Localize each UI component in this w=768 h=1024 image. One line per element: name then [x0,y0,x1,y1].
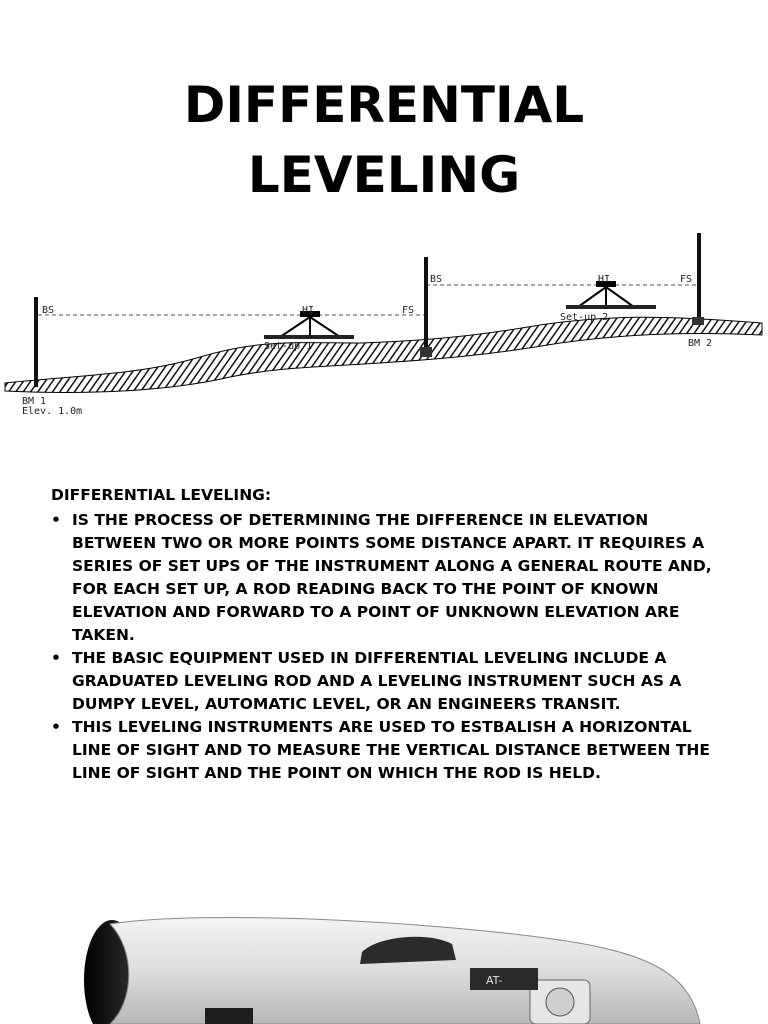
title-line-1: DIFFERENTIAL [183,76,585,134]
label-hi-2: HI [598,274,611,285]
content-section [51,484,731,785]
list-item-text: THE BASIC EQUIPMENT USED IN DIFFERENTIAL LEVELING INCLUDE A GRADUATED LEVELING ROD AND A LEVELING INSTRUMENT SUCH AS A DUMPY LEVEL, AUTOMATIC LEVEL, OR AN ENGINEERS TRANSIT. [72,649,682,713]
label-plate [470,968,538,990]
content-heading: DIFFERENTIAL LEVELING: [51,486,272,504]
photo-label: AT- [486,974,503,987]
label-bm-1: BM 1 [22,396,47,407]
label-setup-2: Set-up 2 [560,312,609,323]
label-bs-1: BS [42,305,55,316]
bullet-marker: • [51,718,61,736]
rod-bm2 [697,233,701,325]
list-item-text: THIS LEVELING INSTRUMENTS ARE USED TO ESTBALISH A HORIZONTAL LINE OF SIGHT AND TO MEASURE THE VERTICAL DISTANCE BETWEEN THE LINE OF SIGHT AND THE POINT ON WHICH THE ROD IS HELD. [72,718,710,782]
label-fs-1: FS [402,305,415,316]
ground-profile [5,317,762,392]
leveling-diagram [0,225,768,425]
list-item [51,647,731,716]
page-title [0,70,768,210]
instrument-setup-2 [566,281,656,309]
bullet-list [51,509,731,785]
instrument-body [110,917,700,1024]
label-hi-1: HI [302,305,315,316]
label-fs-2: FS [680,274,693,285]
bullet-marker: • [51,649,61,667]
list-item [51,509,731,647]
title-line-2: LEVELING [247,146,521,204]
list-item-text: IS THE PROCESS OF DETERMINING THE DIFFERENCE IN ELEVATION BETWEEN TWO OR MORE POINTS SOME DISTANCE APART. IT REQUIRES A SERIES OF SET UPS OF THE INSTRUMENT ALONG A GENERAL ROUTE AND, FOR EACH SET UP, A ROD READING BACK TO THE POINT OF KNOWN ELEVATION AND FORWARD TO A POINT OF UNKNOWN ELEVATION ARE TAKEN. [72,511,712,644]
rod-bm1 [34,297,38,387]
label-bs-2: BS [430,274,443,285]
label-setup-1: Set-up 1 [264,341,313,352]
label-bm-2: BM 2 [688,338,713,349]
bullet-marker: • [51,511,61,529]
label-elevation: Elev. 1.0m [22,406,83,417]
level-instrument-photo [0,880,768,1024]
rod-turning-point [424,257,428,357]
list-item [51,716,731,785]
